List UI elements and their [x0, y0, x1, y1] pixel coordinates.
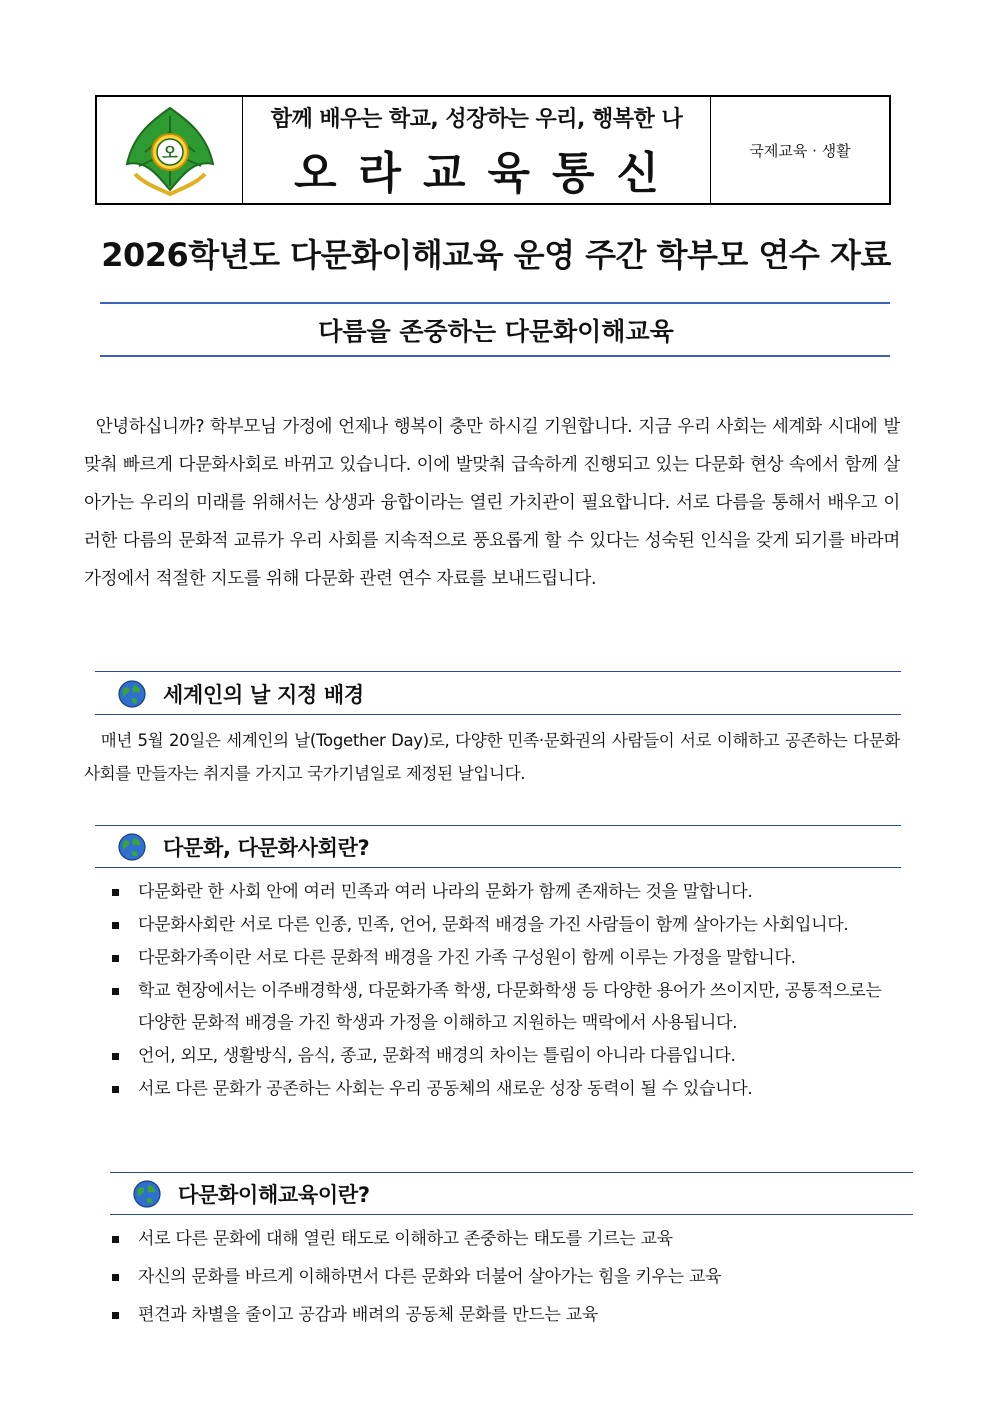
section-3-header — [132, 1179, 370, 1209]
list-item — [102, 975, 898, 1039]
bullet-icon — [112, 889, 119, 896]
section-1-paragraph — [84, 724, 900, 790]
school-emblem-icon — [97, 97, 243, 203]
list-item — [102, 909, 898, 941]
list-item-text: 서로 다른 문화가 공존하는 사회는 우리 공동체의 새로운 성장 동력이 될 수 있습니다. — [138, 1079, 753, 1099]
list-item — [102, 1223, 898, 1255]
subtitle: 다름을 존중하는 다문화이해교육 — [318, 317, 674, 346]
globe-icon — [132, 1179, 162, 1209]
section-2-list — [102, 876, 898, 1106]
subtitle-top-rule — [100, 302, 890, 304]
list-item — [102, 1040, 898, 1072]
section-3-bottom-rule — [110, 1214, 913, 1215]
slogan: 함께 배우는 학교, 성장하는 우리, 행복한 나 — [270, 106, 683, 132]
list-item-text: 학교 현장에서는 이주배경학생, 다문화가족 학생, 다문화학생 등 다양한 용어가 쓰이지만, 공통적으로는 다양한 문화적 배경을 가진 학생과 가정을 이해하고 지원하는 맥락에서 사용됩니다. — [138, 981, 882, 1033]
list-item-text: 편견과 차별을 줄이고 공감과 배려의 공동체 문화를 만드는 교육 — [138, 1305, 599, 1325]
section-2-header — [117, 832, 369, 862]
bullet-icon — [112, 1274, 119, 1281]
section-1-title: 세계인의 날 지정 배경 — [163, 683, 364, 707]
list-item — [102, 1261, 898, 1293]
list-item-text: 다문화란 한 사회 안에 여러 민족과 여러 나라의 문화가 함께 존재하는 것을 말합니다. — [138, 882, 753, 902]
header-center — [243, 97, 711, 203]
list-item — [102, 1073, 898, 1105]
bullet-icon — [112, 1086, 119, 1093]
section-3-title: 다문화이해교육이란? — [178, 1183, 370, 1207]
newsletter-header — [95, 95, 891, 205]
section-1-bottom-rule — [95, 714, 901, 715]
globe-icon — [117, 679, 147, 709]
bullet-icon — [112, 1053, 119, 1060]
bullet-icon — [112, 922, 119, 929]
svg-text:오: 오 — [161, 143, 178, 162]
section-1-top-rule — [95, 671, 901, 672]
section-3-top-rule — [110, 1172, 913, 1173]
list-item-text: 자신의 문화를 바르게 이해하면서 다른 문화와 더불어 살아가는 힘을 키우는 교육 — [138, 1267, 722, 1287]
newsletter-name: 오라교육통신 — [293, 147, 682, 199]
bullet-icon — [112, 1236, 119, 1243]
section-2-title: 다문화, 다문화사회란? — [163, 836, 370, 860]
bullet-icon — [112, 955, 119, 962]
page-title: 2026학년도 다문화이해교육 운영 주간 학부모 연수 자료 — [101, 236, 891, 274]
list-item — [102, 942, 898, 974]
bullet-icon — [112, 988, 119, 995]
list-item-text: 다문화가족이란 서로 다른 문화적 배경을 가진 가족 구성원이 함께 이루는 가정을 말합니다. — [138, 948, 796, 968]
subtitle-bottom-rule — [100, 355, 890, 357]
bullet-icon — [112, 1312, 119, 1319]
section-1-text: 매년 5월 20일은 세계인의 날(Together Day)로, 다양한 민족·문화권의 사람들이 서로 이해하고 공존하는 다문화사회를 만들자는 취지를 가지고 국가기념일로 제정된 날입니다. — [84, 731, 900, 783]
category-label: 국제교육 · 생활 — [749, 141, 851, 160]
list-item-text: 서로 다른 문화에 대해 열린 태도로 이해하고 존중하는 태도를 기르는 교육 — [138, 1229, 673, 1249]
list-item-text: 언어, 외모, 생활방식, 음식, 종교, 문화적 배경의 차이는 틀림이 아니라 다름입니다. — [138, 1046, 736, 1066]
list-item — [102, 876, 898, 908]
list-item-text: 다문화사회란 서로 다른 인종, 민족, 언어, 문화적 배경을 가진 사람들이 함께 살아가는 사회입니다. — [138, 915, 849, 935]
globe-icon — [117, 832, 147, 862]
section-1-header — [117, 679, 364, 709]
list-item — [102, 1299, 898, 1331]
section-2-bottom-rule — [95, 867, 901, 868]
section-2-top-rule — [95, 825, 901, 826]
section-3-list — [102, 1223, 898, 1337]
intro-text: 안녕하십니까? 학부모님 가정에 언제나 행복이 충만 하시길 기원합니다. 지금 우리 사회는 세계화 시대에 발맞춰 빠르게 다문화사회로 바뀌고 있습니다. 이에 발맞춰 급속하게 진행되고 있는 다문화 현상 속에서 함께 살아가는 우리의 미래를 위해서는 상생과 융합이라는 열린 가치관이 필요합니다. 서로 다름을 통해서 배우고 이러한 다름의 문화적 교류가 우리 사회를 지속적으로 풍요롭게 할 수 있다는 성숙된 인식을 갖게 되기를 바라며 가정에서 적절한 지도를 위해 다문화 관련 연수 자료를 보내드립니다. — [84, 417, 900, 589]
intro-paragraph — [84, 408, 900, 598]
